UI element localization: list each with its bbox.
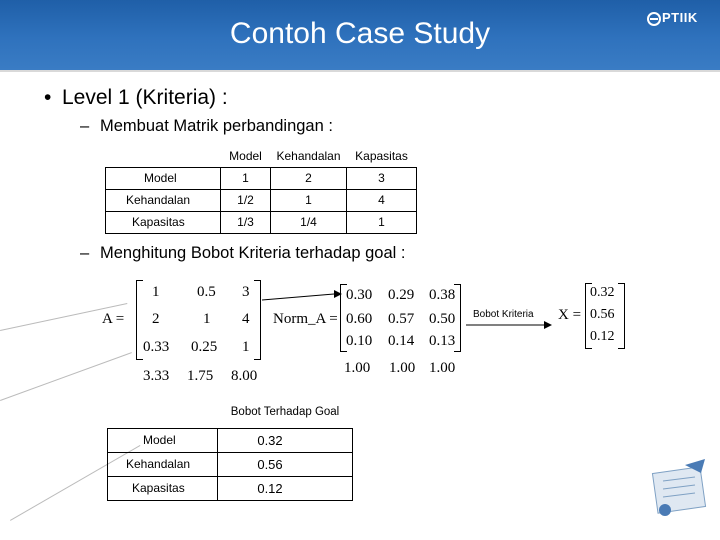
matrix-cell: 0.14 [388, 333, 415, 349]
table-row [106, 167, 417, 189]
matrix-cell: 1 [152, 284, 160, 300]
column-sum: 3.33 [143, 368, 170, 384]
title-bar [0, 0, 720, 70]
header-divider [0, 70, 720, 72]
matrix-cell: 3 [242, 284, 250, 300]
vector-cell: 0.56 [590, 307, 615, 322]
matrix-cell: 0.10 [346, 333, 373, 349]
table-row [108, 428, 353, 452]
row-label: Kehandalan [106, 189, 221, 211]
column-header: Kapasitas [347, 145, 417, 167]
matrix-cell: 0.5 [197, 284, 216, 300]
cell: 1/3 [221, 211, 271, 233]
bracket-right [618, 283, 625, 349]
matrix-norm-label: Norm_A = [273, 311, 338, 327]
row-label: Kapasitas [106, 211, 221, 233]
row-label: Model [108, 428, 218, 452]
row-label: Kehandalan [108, 452, 218, 476]
goal-table [107, 396, 353, 501]
cell: 0.56 [218, 452, 353, 476]
vector-cell: 0.12 [590, 329, 615, 344]
arrow-to-x-icon [466, 320, 552, 330]
level1-text: Level 1 (Kriteria) : [62, 86, 228, 109]
matrix-cell: 0.29 [388, 287, 415, 303]
column-sum: 1.00 [389, 360, 416, 376]
cell: 0.32 [218, 428, 353, 452]
cell: 4 [347, 189, 417, 211]
ptiik-logo-icon [646, 11, 662, 27]
matrix-cell: 0.25 [191, 339, 218, 355]
cell: 1 [347, 211, 417, 233]
cell: 1 [271, 189, 347, 211]
bracket-left [136, 280, 143, 360]
cell: 1/2 [221, 189, 271, 211]
column-sum: 1.00 [429, 360, 456, 376]
bracket-right [254, 280, 261, 360]
matrix-cell: 4 [242, 311, 250, 327]
matrix-cell: 1 [203, 311, 211, 327]
column-sum: 8.00 [231, 368, 258, 384]
clipart-icon [645, 455, 715, 525]
cell: 0.12 [218, 476, 353, 500]
arrow-label: Bobot Kriteria [473, 309, 534, 320]
matrix-a-label: A = [102, 311, 125, 327]
slide-title: Contoh Case Study [229, 17, 491, 50]
column-sum: 1.75 [187, 368, 214, 384]
table-row [106, 211, 417, 233]
column-sum: 1.00 [344, 360, 371, 376]
cell: 1/4 [271, 211, 347, 233]
cell: 3 [347, 167, 417, 189]
bullet-dot: • [44, 86, 52, 109]
table-row [106, 189, 417, 211]
bullet-sub1 [80, 117, 333, 136]
matrix-cell: 0.30 [346, 287, 373, 303]
matrix-cell: 0.50 [429, 311, 456, 327]
dash-icon: – [80, 244, 90, 262]
bullet-sub2 [80, 244, 405, 263]
vector-x-label: X = [558, 307, 582, 323]
bullet-level1 [44, 86, 228, 110]
sub1-text: Membuat Matrik perbandingan : [100, 117, 333, 135]
cell: 2 [271, 167, 347, 189]
matrix-cell: 0.33 [143, 339, 170, 355]
matrix-cell: 1 [242, 339, 250, 355]
table-row [108, 452, 353, 476]
cell: 1 [221, 167, 271, 189]
matrix-cell: 0.38 [429, 287, 456, 303]
logo-text: PTIIK [662, 10, 698, 25]
row-label: Kapasitas [108, 476, 218, 500]
row-label: Model [106, 167, 221, 189]
matrix-cell: 2 [152, 311, 160, 327]
matrix-cell: 0.57 [388, 311, 415, 327]
table-row [108, 476, 353, 500]
goal-header: Bobot Terhadap Goal [218, 396, 353, 428]
column-header: Kehandalan [271, 145, 347, 167]
dash-icon: – [80, 117, 90, 135]
comparison-table [105, 145, 417, 234]
vector-cell: 0.32 [590, 285, 615, 300]
matrix-cell: 0.13 [429, 333, 456, 349]
sub2-text: Menghitung Bobot Kriteria terhadap goal : [100, 244, 406, 262]
matrix-cell: 0.60 [346, 311, 373, 327]
arrow-to-norm-icon [262, 290, 342, 310]
column-header: Model [221, 145, 271, 167]
